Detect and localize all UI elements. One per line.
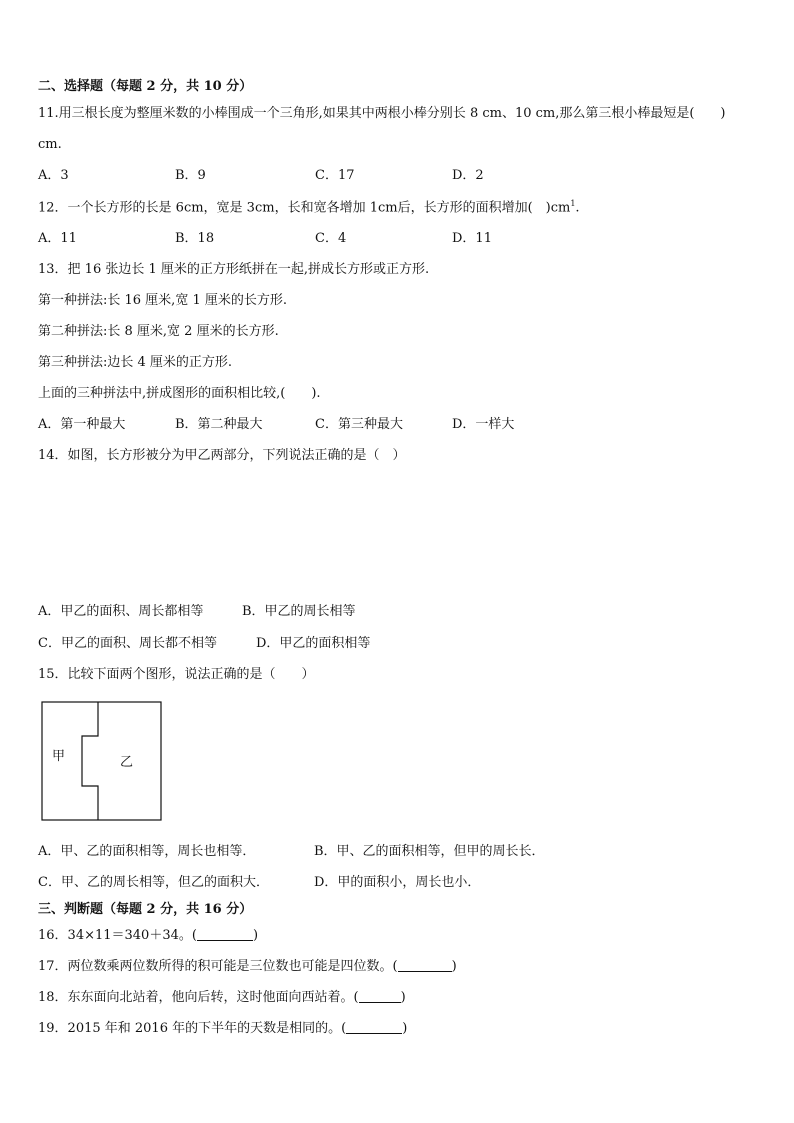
question-14-text: 14．如图，长方形被分为甲乙两部分，下列说法正确的是（ ） — [38, 448, 406, 463]
question-12-option-b: B．18 — [175, 231, 215, 246]
question-14-option-d: D．甲乙的面积相等 — [256, 636, 371, 651]
question-14-option-b: B．甲乙的周长相等 — [242, 604, 356, 619]
figure-dividing-line — [82, 702, 98, 820]
question-12-option-d: D．11 — [452, 231, 492, 246]
question-13-method-3: 第三种拼法:边长 4 厘米的正方形. — [38, 355, 233, 370]
question-15-option-c: C．甲、乙的周长相等，但乙的面积大． — [38, 875, 269, 890]
question-19-text: 19．2015 年和 2016 年的下半年的天数是相同的。( ) — [38, 1021, 408, 1036]
question-13-text: 13．把 16 张边长 1 厘米的正方形纸拼在一起,拼成长方形或正方形. — [38, 262, 430, 277]
answer-blank[interactable] — [197, 928, 253, 941]
question-15-option-a: A．甲、乙的面积相等，周长也相等． — [38, 844, 256, 859]
question-11-text: 11.用三根长度为整厘米数的小棒围成一个三角形,如果其中两根小棒分别长 8 cm、10 cm,那么第三根小棒最短是( ) — [38, 106, 726, 121]
question-12-option-c: C．4 — [315, 231, 347, 246]
question-15-option-d: D．甲的面积小，周长也小． — [314, 875, 481, 890]
question-11-text-continued: cm. — [38, 137, 62, 152]
question-11-option-b: B．9 — [175, 168, 206, 183]
question-12-text: 12．一个长方形的长是 6cm，宽是 3cm，长和宽各增加 1cm后，长方形的面积增加( )$cm^1$. — [38, 199, 580, 216]
question-18-text: 18．东东面向北站着，他向后转，这时他面向西站着。( ) — [38, 990, 406, 1005]
answer-blank[interactable] — [346, 1021, 402, 1034]
section-title-judgment: 三、判断题（每题 2 分，共 16 分） — [38, 902, 253, 917]
question-11-option-a: A．3 — [38, 168, 69, 183]
question-13-option-b: B．第二种最大 — [175, 417, 263, 432]
figure-label-yi: 乙 — [120, 755, 134, 770]
question-14-option-a: A．甲乙的面积、周长都相等 — [38, 604, 204, 619]
section-title-choice: 二、选择题（每题 2 分，共 10 分） — [38, 79, 253, 94]
question-13-option-a: A．第一种最大 — [38, 417, 126, 432]
figure-label-jia: 甲 — [52, 749, 66, 764]
question-15-text: 15．比较下面两个图形，说法正确的是（ ） — [38, 667, 315, 682]
question-12-option-a: A．11 — [38, 231, 77, 246]
question-16-text: 16．34×11＝340＋34。( ) — [38, 928, 259, 943]
answer-blank[interactable] — [359, 990, 401, 1003]
question-13-option-c: C．第三种最大 — [315, 417, 403, 432]
superscript-exponent: 1 — [570, 199, 576, 208]
question-13-method-2: 第二种拼法:长 8 厘米,宽 2 厘米的长方形. — [38, 324, 279, 339]
question-13-prompt: 上面的三种拼法中,拼成图形的面积相比较,( ). — [38, 386, 321, 401]
question-15-option-b: B．甲、乙的面积相等，但甲的周长长． — [314, 844, 545, 859]
answer-blank[interactable] — [398, 959, 452, 972]
question-17-text: 17．两位数乘两位数所得的积可能是三位数也可能是四位数。( ) — [38, 959, 457, 974]
question-13-option-d: D．一样大 — [452, 417, 515, 432]
question-11-option-d: D．2 — [452, 168, 484, 183]
question-11-option-c: C．17 — [315, 168, 355, 183]
question-13-method-1: 第一种拼法:长 16 厘米,宽 1 厘米的长方形. — [38, 293, 287, 308]
question-14-option-c: C．甲乙的面积、周长都不相等 — [38, 636, 217, 651]
